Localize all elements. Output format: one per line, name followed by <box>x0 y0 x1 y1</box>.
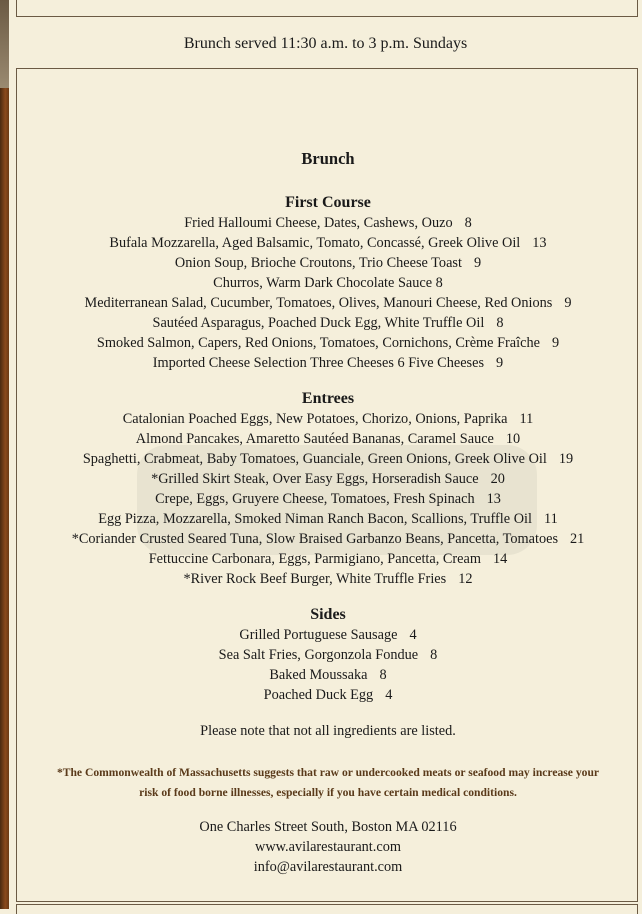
item-name: Poached Duck Egg <box>263 687 374 703</box>
menu-item <box>17 569 639 589</box>
menu-item <box>17 685 639 705</box>
menu-item <box>17 233 639 253</box>
item-name: Egg Pizza, Mozzarella, Smoked Niman Ranch Bacon, Scallions, Truffle Oil <box>98 511 532 527</box>
item-name: Mediterranean Salad, Cucumber, Tomatoes, Olives, Manouri Cheese, Red Onions <box>84 295 553 311</box>
menu-title: Brunch <box>301 149 355 168</box>
item-price: 13 <box>532 235 547 251</box>
section-heading-entrees: Entrees <box>301 390 355 407</box>
health-warning-line-2: risk of food borne illnesses, especially if you have certain medical conditions. <box>139 786 517 799</box>
item-price: 4 <box>385 687 393 703</box>
menu-item <box>17 253 639 273</box>
item-price: 21 <box>570 531 585 547</box>
menu-item <box>17 509 639 529</box>
item-price: 8 <box>464 215 472 231</box>
item-name: Grilled Portuguese Sausage <box>239 627 398 643</box>
item-name: Spaghetti, Crabmeat, Baby Tomatoes, Guanciale, Green Onions, Greek Olive Oil <box>82 451 547 467</box>
item-name: Crepe, Eggs, Gruyere Cheese, Tomatoes, Fresh Spinach <box>155 491 475 507</box>
item-name: Fried Halloumi Cheese, Dates, Cashews, Ouzo <box>184 215 453 231</box>
item-name: *Grilled Skirt Steak, Over Easy Eggs, Horseradish Sauce <box>151 471 479 487</box>
ingredients-note: Please note that not all ingredients are listed. <box>200 723 456 739</box>
menu-item <box>17 489 639 509</box>
item-price: 9 <box>551 335 560 351</box>
menu-item <box>17 625 639 645</box>
menu-item <box>17 313 639 333</box>
item-price: 10 <box>505 431 521 447</box>
item-name: Sea Salt Fries, Gorgonzola Fondue <box>218 647 419 663</box>
left-border-rail <box>0 0 9 909</box>
section-heading-first-course: First Course <box>285 194 371 211</box>
brunch-hours: Brunch served 11:30 a.m. to 3 p.m. Sundays <box>183 35 468 52</box>
item-name: Churros, Warm Dark Chocolate Sauce 8 <box>213 275 443 291</box>
item-name: Catalonian Poached Eggs, New Potatoes, Chorizo, Onions, Paprika <box>122 411 508 427</box>
menu-box <box>16 68 638 902</box>
bottom-frame-box <box>16 904 638 914</box>
item-name: Smoked Salmon, Capers, Red Onions, Tomatoes, Cornichons, Crème Fraîche <box>96 335 540 351</box>
item-name: *River Rock Beef Burger, White Truffle Fries <box>183 571 447 587</box>
item-name: Sautéed Asparagus, Poached Duck Egg, White Truffle Oil <box>152 315 485 331</box>
item-price: 12 <box>458 571 473 587</box>
restaurant-address: One Charles Street South, Boston MA 02116 <box>199 819 457 835</box>
menu-item <box>17 353 639 373</box>
item-price: 11 <box>543 511 558 527</box>
item-name: Almond Pancakes, Amaretto Sautéed Bananas, Caramel Sauce <box>135 431 494 447</box>
item-name: Bufala Mozzarella, Aged Balsamic, Tomato, Concassé, Greek Olive Oil <box>109 235 521 251</box>
left-border-rail-top <box>0 0 9 88</box>
restaurant-email[interactable]: info@avilarestaurant.com <box>253 859 403 875</box>
item-price: 13 <box>486 491 501 507</box>
menu-item <box>17 429 639 449</box>
menu-item <box>17 645 639 665</box>
item-price: 4 <box>409 627 417 643</box>
item-price: 9 <box>564 295 572 311</box>
restaurant-website[interactable]: www.avilarestaurant.com <box>255 839 401 855</box>
menu-item <box>17 665 639 685</box>
item-price: 20 <box>490 471 505 487</box>
item-price: 9 <box>496 355 504 371</box>
menu-item <box>17 293 639 313</box>
section-heading-sides: Sides <box>310 606 346 623</box>
menu-item <box>17 469 639 489</box>
item-name: *Coriander Crusted Seared Tuna, Slow Braised Garbanzo Beans, Pancetta, Tomatoes <box>71 531 559 547</box>
menu-item <box>17 529 639 549</box>
item-price: 19 <box>558 451 574 467</box>
item-name: Fettuccine Carbonara, Eggs, Parmigiano, Pancetta, Cream <box>148 551 481 567</box>
menu-item <box>17 213 639 233</box>
item-name: Baked Moussaka <box>269 667 368 683</box>
item-name: Imported Cheese Selection Three Cheeses 6 Five Cheeses <box>152 355 485 371</box>
menu-item <box>17 409 639 429</box>
item-price: 9 <box>473 255 482 271</box>
health-warning-line-1: *The Commonwealth of Massachusetts suggests that raw or undercooked meats or seafood may increase your <box>56 766 600 779</box>
item-price: 14 <box>493 551 508 567</box>
item-name: Onion Soup, Brioche Croutons, Trio Cheese Toast <box>174 255 462 271</box>
item-price: 8 <box>430 647 438 663</box>
menu-item <box>17 449 639 469</box>
menu-item <box>17 273 639 293</box>
item-price: 11 <box>519 411 534 427</box>
top-frame-box <box>16 0 638 17</box>
menu-item <box>17 549 639 569</box>
menu-item <box>17 333 639 353</box>
item-price: 8 <box>379 667 387 683</box>
item-price: 8 <box>496 315 504 331</box>
